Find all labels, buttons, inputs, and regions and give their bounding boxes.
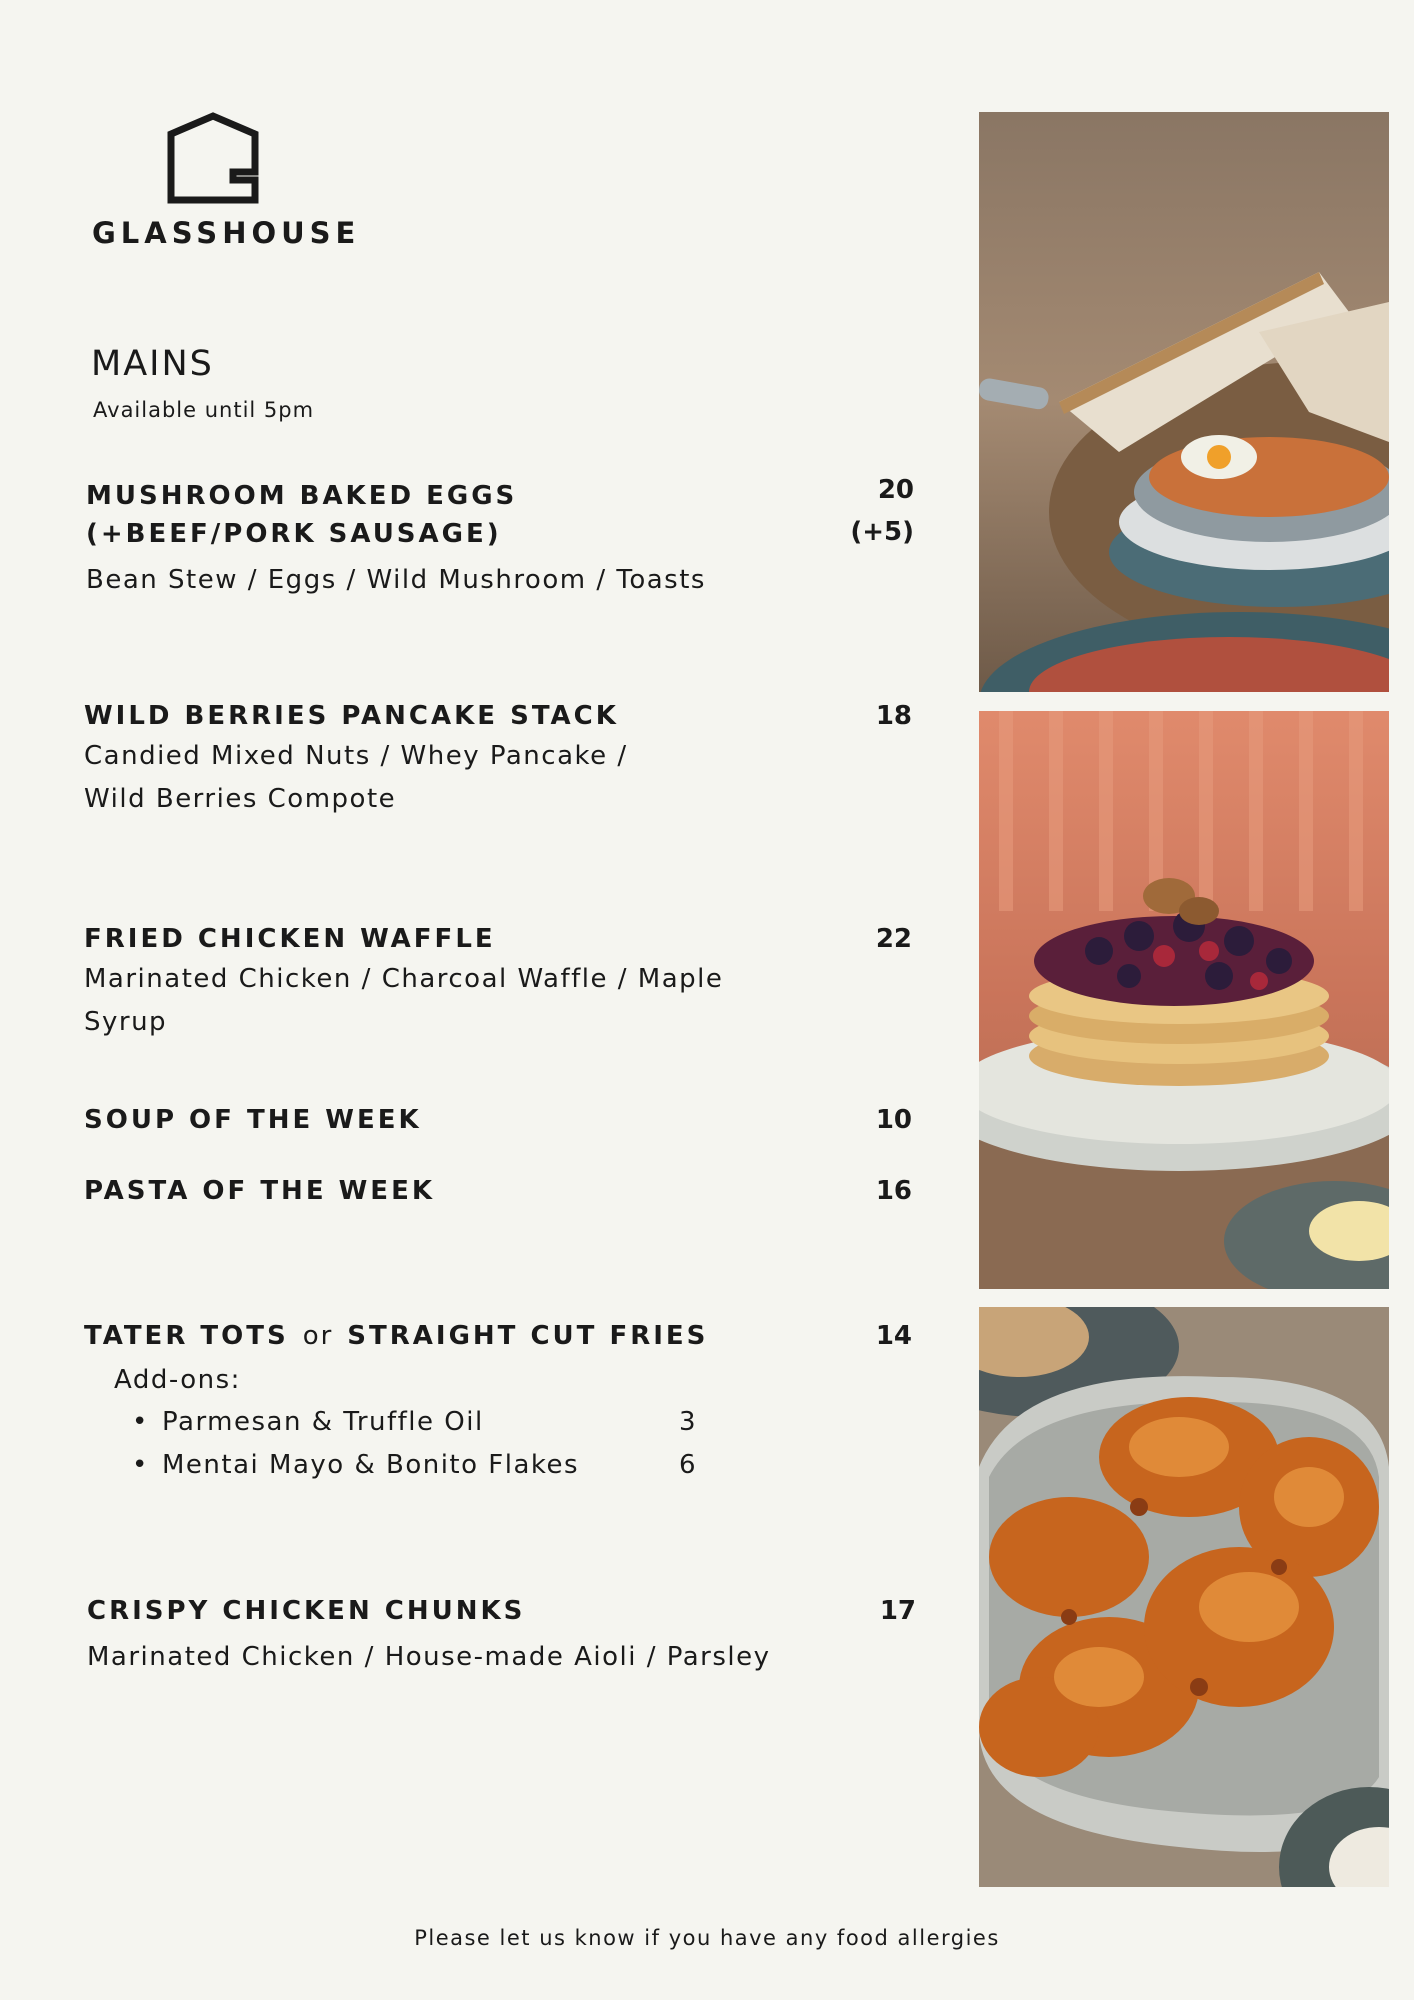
item-description: Marinated Chicken / House-made Aioli / Parsley (87, 1642, 771, 1672)
item-price (850, 471, 914, 551)
item-name-option1: TATER TOTS (84, 1321, 289, 1351)
addon-item (114, 1444, 697, 1487)
item-description-line2: Syrup (84, 1007, 168, 1037)
baked-eggs-photo (979, 112, 1389, 692)
menu-item-tater-tots-fries (84, 1317, 912, 1487)
item-name (84, 1317, 912, 1355)
crispy-chicken-photo (979, 1307, 1389, 1887)
item-description-line1: Candied Mixed Nuts / Whey Pancake / (84, 741, 628, 771)
menu-item-fried-chicken-waffle (84, 920, 912, 1044)
item-price: 14 (875, 1321, 912, 1351)
item-price: 16 (875, 1176, 912, 1206)
addons-label: Add-ons: (114, 1365, 241, 1395)
item-name: SOUP OF THE WEEK (84, 1105, 422, 1135)
item-price: 22 (875, 924, 912, 954)
allergy-notice: Please let us know if you have any food allergies (414, 1926, 1000, 1950)
item-description: Bean Stew / Eggs / Wild Mushroom / Toasts (86, 565, 706, 595)
menu-item-pasta-of-the-week (84, 1172, 912, 1210)
item-name: MUSHROOM BAKED EGGS (86, 481, 518, 511)
item-price-base: 20 (877, 475, 914, 505)
addon-list (114, 1401, 912, 1487)
addon-price: 3 (678, 1407, 697, 1437)
section-title: MAINS (91, 344, 214, 384)
menu-item-mushroom-baked-eggs (86, 477, 914, 602)
menu-item-soup-of-the-week (84, 1101, 912, 1139)
item-name: CRISPY CHICKEN CHUNKS (87, 1596, 526, 1626)
item-price-addon: (+5) (850, 517, 914, 547)
brand-name: GLASSHOUSE (92, 216, 361, 250)
item-name: FRIED CHICKEN WAFFLE (84, 924, 496, 954)
item-description (84, 735, 912, 821)
menu-item-crispy-chicken-chunks (87, 1592, 916, 1679)
pancake-stack-photo (979, 711, 1389, 1289)
item-name: PASTA OF THE WEEK (84, 1176, 435, 1206)
addon-price: 6 (678, 1450, 697, 1480)
brand-logo (92, 112, 361, 250)
item-name-or: or (302, 1321, 334, 1351)
addon-item (114, 1401, 697, 1444)
item-description-line1: Marinated Chicken / Charcoal Waffle / Maple (84, 964, 724, 994)
item-name-addon: (+BEEF/PORK SAUSAGE) (86, 519, 502, 549)
item-price: 10 (875, 1105, 912, 1135)
house-icon (167, 112, 259, 204)
item-price: 17 (879, 1596, 916, 1626)
item-description-line2: Wild Berries Compote (84, 784, 397, 814)
addon-name: Mentai Mayo & Bonito Flakes (162, 1450, 580, 1480)
addon-name: Parmesan & Truffle Oil (162, 1407, 484, 1437)
item-name: WILD BERRIES PANCAKE STACK (84, 701, 619, 731)
section-subtitle: Available until 5pm (93, 398, 315, 422)
item-description (84, 958, 912, 1044)
item-price: 18 (875, 701, 912, 731)
addons (114, 1365, 912, 1487)
menu-item-wild-berries-pancake (84, 697, 912, 821)
item-name-option2: STRAIGHT CUT FRIES (347, 1321, 709, 1351)
